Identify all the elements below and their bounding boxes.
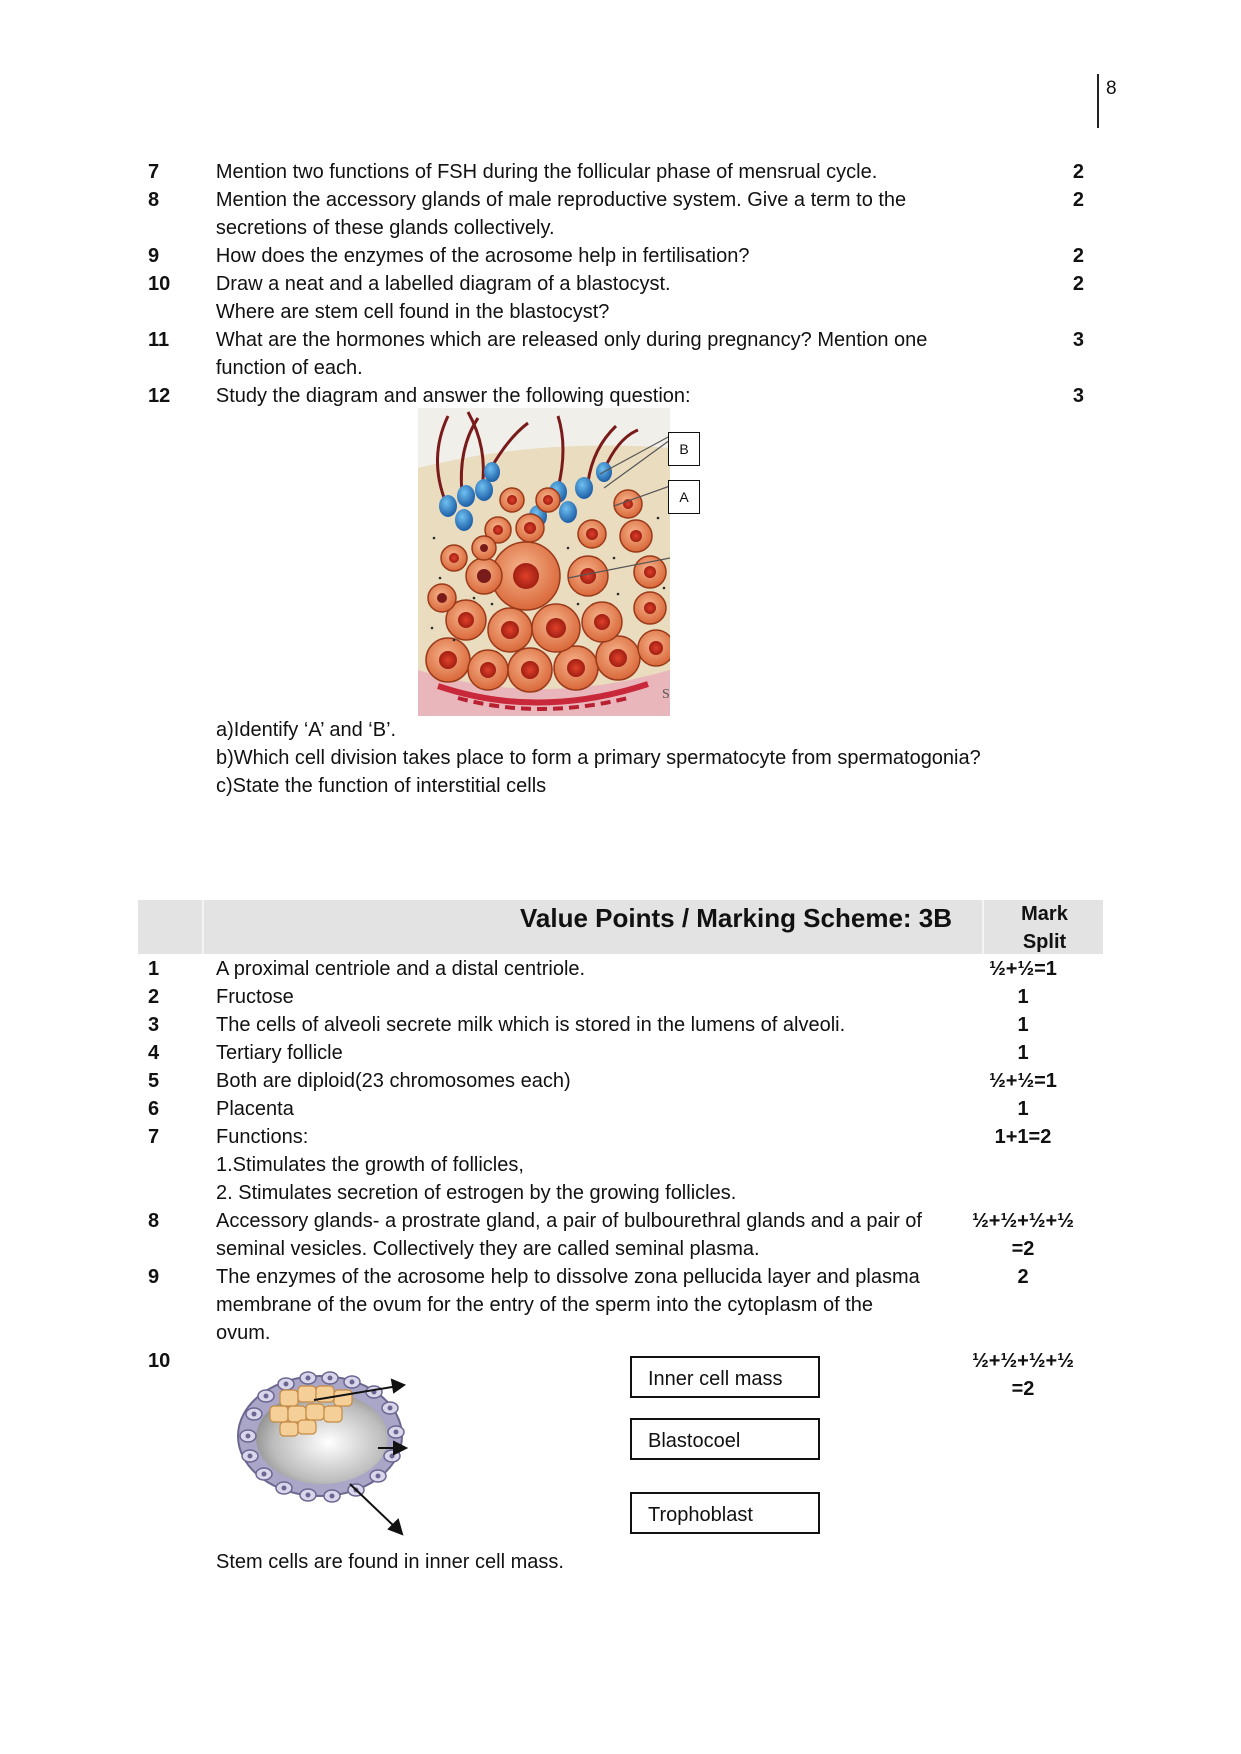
question-line: Mention the accessory glands of male reproductive system. Give a term to the — [215, 189, 907, 211]
sub-question: c)State the function of interstitial cells — [216, 775, 547, 797]
question-line: Mention two functions of FSH during the follicular phase of mensrual cycle. — [215, 161, 878, 183]
question-line: secretions of these glands collectively. — [215, 217, 555, 239]
answer-row — [148, 1095, 1108, 1123]
answer-line: The enzymes of the acrosome help to dissolve zona pellucida layer and plasma — [216, 1266, 920, 1288]
mark-header-label: Mark — [1021, 903, 1068, 925]
answer-row — [148, 1011, 1108, 1039]
answer-line: membrane of the ovum for the entry of the sperm into the cytoplasm of the — [216, 1294, 873, 1316]
split-header-label: Split — [1022, 931, 1067, 953]
figure-label-s: S — [662, 687, 670, 702]
question-number: 7 — [148, 161, 160, 183]
answer-number: 7 — [148, 1126, 160, 1148]
question-row — [148, 382, 1088, 410]
answer-list — [148, 955, 1108, 1403]
answer-mark — [958, 1263, 1088, 1347]
question-line: Study the diagram and answer the following question: — [215, 385, 691, 407]
blastocyst-figure — [228, 1352, 783, 1552]
question-number: 12 — [148, 385, 171, 407]
mark-line: 2 — [1017, 1266, 1029, 1288]
answer-line: Accessory glands- a prostrate gland, a pair of bulbourethral glands and a pair of — [216, 1210, 922, 1232]
answer-row — [148, 983, 1108, 1011]
question-text — [216, 158, 1034, 186]
question-mark: 3 — [1072, 329, 1084, 351]
sub-questions — [216, 716, 981, 800]
mark-line: 1 — [1017, 1014, 1029, 1036]
answer-row — [148, 955, 1108, 983]
answer-mark — [958, 983, 1088, 1011]
marking-scheme-header — [138, 900, 1103, 954]
answer-text — [216, 1011, 958, 1039]
answer-number: 6 — [148, 1098, 160, 1120]
answer-number: 3 — [148, 1014, 160, 1036]
answer-mark — [958, 1123, 1088, 1207]
question-line: function of each. — [215, 357, 363, 379]
answer-number: 1 — [148, 958, 160, 980]
mark-line: ½+½+½+½ — [972, 1350, 1074, 1372]
answer-line: Tertiary follicle — [216, 1042, 343, 1064]
answer-text — [216, 1207, 958, 1263]
answer-line: ovum. — [216, 1322, 271, 1344]
question-row — [148, 242, 1088, 270]
question-line: Where are stem cell found in the blastocyst? — [215, 301, 610, 323]
question-number: 10 — [148, 273, 171, 295]
question-text — [216, 382, 1034, 410]
question-text — [216, 186, 1034, 242]
mark-line: 1+1=2 — [994, 1126, 1052, 1148]
mark-line: 1 — [1017, 1098, 1029, 1120]
answer-number: 5 — [148, 1070, 160, 1092]
question-row — [148, 158, 1088, 186]
question-text — [216, 242, 1034, 270]
answer-line: 2. Stimulates secretion of estrogen by the growing follicles. — [216, 1182, 737, 1204]
question-mark: 2 — [1072, 273, 1084, 295]
answer-number: 4 — [148, 1042, 160, 1064]
figure-label-a: A — [668, 480, 700, 514]
question-row — [148, 186, 1088, 242]
question-mark: 3 — [1072, 385, 1084, 407]
blastocyst-illustration — [228, 1352, 628, 1552]
answer-line: seminal vesicles. Collectively they are called seminal plasma. — [216, 1238, 760, 1260]
mark-line: ½+½=1 — [989, 1070, 1057, 1092]
question-line: Draw a neat and a labelled diagram of a blastocyst. — [215, 273, 671, 295]
answer-number: 2 — [148, 986, 160, 1008]
answer-number: 8 — [148, 1210, 160, 1232]
question-list — [148, 158, 1088, 410]
answer-mark — [958, 1039, 1088, 1067]
sub-question: b)Which cell division takes place to form a primary spermatocyte from spermatogonia? — [216, 747, 981, 769]
answer-mark — [958, 1095, 1088, 1123]
answer-line: 1.Stimulates the growth of follicles, — [216, 1154, 524, 1176]
answer-line: Both are diploid(23 chromosomes each) — [216, 1070, 571, 1092]
answer-mark — [958, 1207, 1088, 1263]
answer-mark — [958, 1347, 1088, 1403]
answer-text — [216, 1067, 958, 1095]
answer-row — [148, 1039, 1108, 1067]
question-mark: 2 — [1072, 161, 1084, 183]
answer-number: 9 — [148, 1266, 160, 1288]
seminiferous-tubule-illustration — [418, 408, 670, 716]
answer-row — [148, 1123, 1108, 1207]
seminiferous-tubule-figure — [418, 408, 689, 716]
blastocyst-label-inner-cell-mass: Inner cell mass — [630, 1356, 820, 1398]
marking-scheme-title: Value Points / Marking Scheme: 3B — [520, 903, 953, 933]
question-mark: 2 — [1072, 189, 1084, 211]
mark-split-header — [982, 900, 1105, 954]
answer-text — [216, 1263, 958, 1347]
figure-label-b: B — [668, 432, 700, 466]
answer-text — [216, 1095, 958, 1123]
mark-line: ½+½+½+½ — [972, 1210, 1074, 1232]
question-mark: 2 — [1072, 245, 1084, 267]
answer-number: 10 — [148, 1350, 171, 1372]
answer-line: Functions: — [216, 1126, 309, 1148]
question-line: What are the hormones which are released only during pregnancy? Mention one — [215, 329, 928, 351]
answer-text — [216, 1123, 958, 1207]
answer-mark — [958, 1067, 1088, 1095]
question-text — [216, 270, 1034, 326]
question-line: How does the enzymes of the acrosome help in fertilisation? — [215, 245, 750, 267]
sub-question: a)Identify ‘A’ and ‘B’. — [216, 719, 397, 741]
answer-line: Fructose — [216, 986, 294, 1008]
mark-line: 1 — [1017, 986, 1029, 1008]
page-number: 8 — [1106, 78, 1117, 99]
answer-row — [148, 1263, 1108, 1347]
question-number: 11 — [148, 329, 170, 351]
question-row — [148, 326, 1088, 382]
answer-mark — [958, 955, 1088, 983]
answer-line: Placenta — [216, 1098, 294, 1120]
blastocyst-label-blastocoel: Blastocoel — [630, 1418, 820, 1460]
question-number: 9 — [148, 245, 160, 267]
answer-row — [148, 1067, 1108, 1095]
blastocyst-label-trophoblast: Trophoblast — [630, 1492, 820, 1534]
mark-line: ½+½=1 — [989, 958, 1057, 980]
answer-text — [216, 955, 958, 983]
answer-mark — [958, 1011, 1088, 1039]
answer-row — [148, 1207, 1108, 1263]
answer-text — [216, 983, 958, 1011]
question-number: 8 — [148, 189, 160, 211]
question-row — [148, 270, 1088, 326]
answer-line: The cells of alveoli secrete milk which is stored in the lumens of alveoli. — [216, 1014, 846, 1036]
mark-line: =2 — [1011, 1378, 1035, 1400]
answer-text — [216, 1039, 958, 1067]
header-number-cell — [138, 900, 204, 954]
mark-line: =2 — [1011, 1238, 1035, 1260]
question-text — [216, 326, 1034, 382]
page-number-divider — [1097, 74, 1099, 128]
answer-line: A proximal centriole and a distal centriole. — [216, 958, 586, 980]
mark-line: 1 — [1017, 1042, 1029, 1064]
stem-cell-note: Stem cells are found in inner cell mass. — [216, 1551, 564, 1573]
